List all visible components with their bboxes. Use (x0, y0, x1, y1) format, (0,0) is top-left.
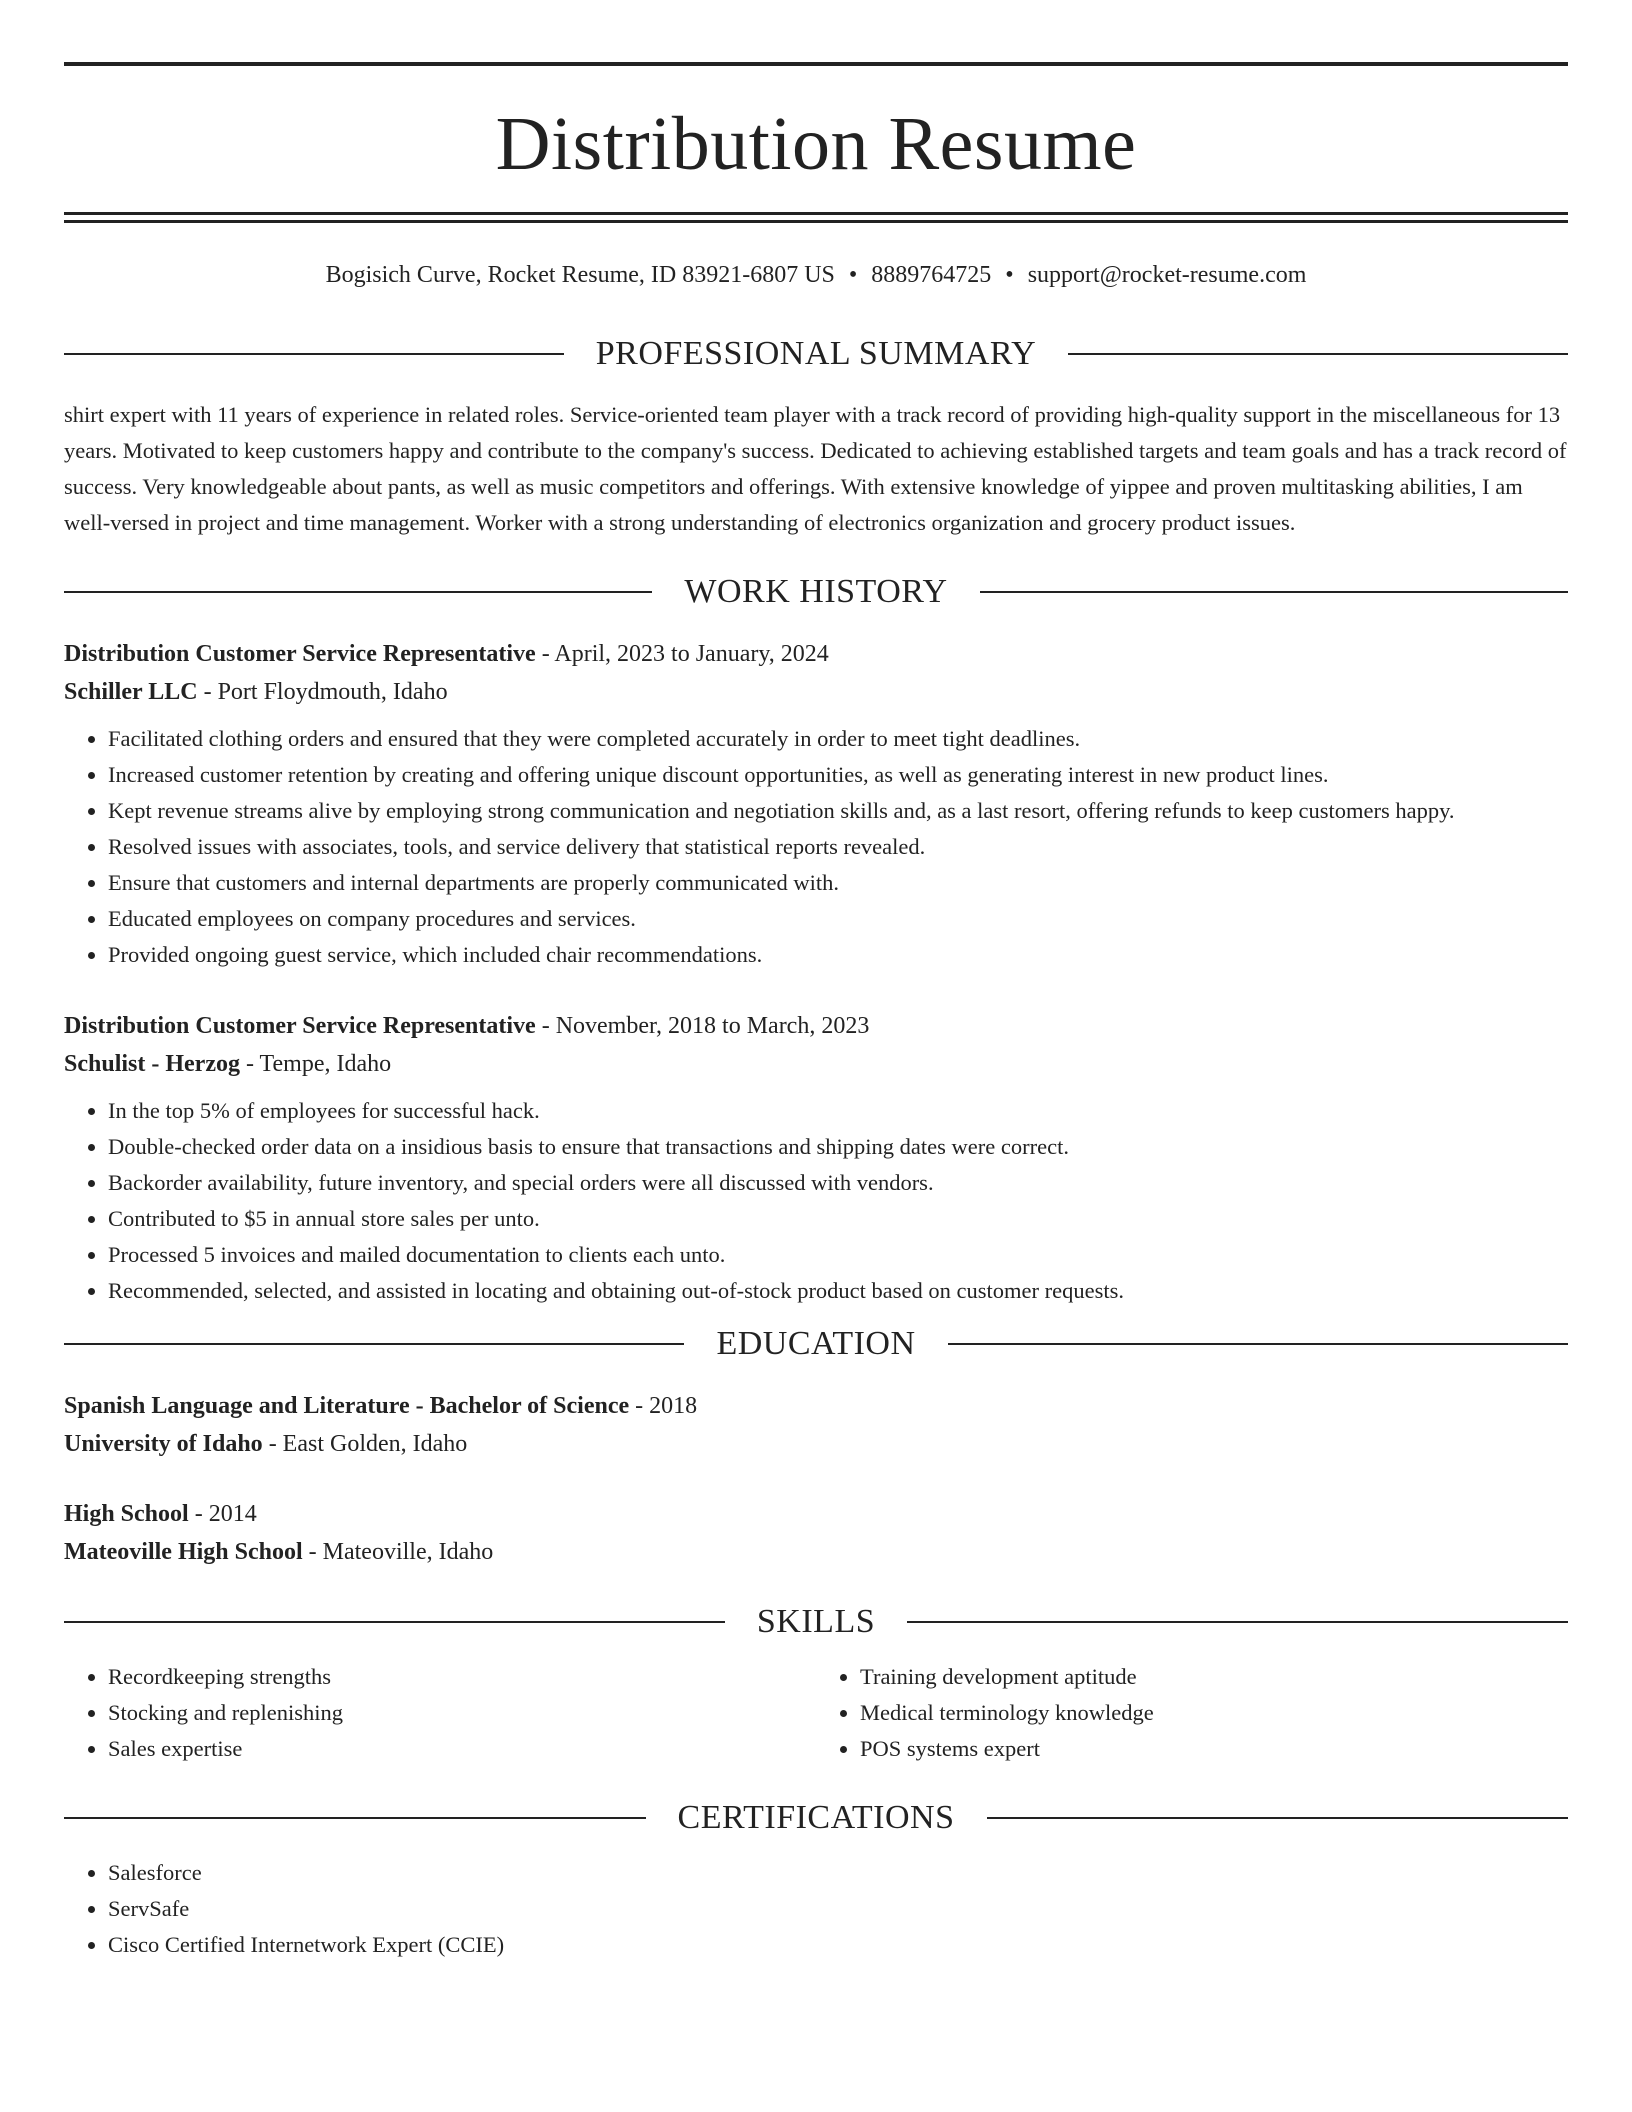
skills-columns (64, 1659, 1568, 1767)
list-item: • POS systems expert (860, 1731, 1568, 1767)
title-double-rule (64, 212, 1568, 223)
list-item: • Contributed to $5 in annual store sales per unto. (108, 1201, 1568, 1237)
section-rule (64, 353, 564, 355)
list-item: • Medical terminology knowledge (860, 1695, 1568, 1731)
section-rule (64, 1621, 725, 1623)
list-item: • Training development aptitude (860, 1659, 1568, 1695)
education-degree-line (64, 1495, 1568, 1533)
section-rule (987, 1817, 1569, 1819)
education-school: University of Idaho (64, 1431, 263, 1457)
section-header-summary (64, 337, 1568, 371)
top-rule (64, 62, 1568, 66)
job-location: - Port Floydmouth, Idaho (197, 679, 448, 705)
job-title-line (64, 1007, 1568, 1045)
contact-email: support@rocket-resume.com (1027, 262, 1307, 288)
job-bullets (64, 1093, 1568, 1309)
section-title: SKILLS (756, 1603, 876, 1640)
section-rule (1068, 353, 1568, 355)
section-header-education (64, 1327, 1568, 1361)
skills-list-left (64, 1659, 816, 1767)
education-school: Mateoville High School (64, 1539, 303, 1565)
education-entry (64, 1495, 1568, 1571)
skills-list-right (816, 1659, 1568, 1767)
job-bullets (64, 721, 1568, 973)
section-rule (64, 591, 652, 593)
contact-separator: • (848, 262, 858, 288)
section-header-skills (64, 1605, 1568, 1639)
list-item: • Resolved issues with associates, tools, and service delivery that statistical reports revealed. (108, 829, 1568, 865)
education-degree: Spanish Language and Literature - Bachelor of Science (64, 1393, 630, 1419)
contact-phone: 8889764725 (871, 262, 992, 288)
education-degree: High School (64, 1501, 189, 1527)
list-item: • Facilitated clothing orders and ensured that they were completed accurately in order to meet tight deadlines. (108, 721, 1568, 757)
list-item: • Educated employees on company procedures and services. (108, 901, 1568, 937)
education-degree-line (64, 1387, 1568, 1425)
section-title: EDUCATION (716, 1325, 916, 1362)
section-title: PROFESSIONAL SUMMARY (595, 335, 1037, 372)
education-school-line (64, 1533, 1568, 1571)
job-title: Distribution Customer Service Representative (64, 641, 536, 667)
contact-separator: • (1005, 262, 1014, 288)
list-item: • Recordkeeping strengths (108, 1659, 816, 1695)
section-rule (907, 1621, 1568, 1623)
summary-text: shirt expert with 11 years of experience in related roles. Service-oriented team player with a track record of providing high-quality support in the miscellaneous for 13 years. Motivated to keep customers happy and contribute to the company's success. Dedicated to achieving established targets and team goals and has a track record of success. Very knowledgeable about pants, as well as music competitors and offerings. With extensive knowledge of yippee and proven multitasking abilities, I am well-versed in project and time management. Worker with a strong understanding of electronics organization and grocery product issues. (64, 402, 1567, 535)
education-year: - 2018 (629, 1393, 698, 1419)
list-item: • Double-checked order data on a insidious basis to ensure that transactions and shipping dates were correct. (108, 1129, 1568, 1165)
certifications-list (64, 1855, 1568, 1963)
resume-title: Distribution Resume (495, 102, 1137, 186)
education-entry (64, 1387, 1568, 1463)
contact-address: Bogisich Curve, Rocket Resume, ID 83921-6807 US (325, 262, 835, 288)
job-company-line (64, 673, 1568, 711)
section-title: WORK HISTORY (684, 573, 948, 610)
list-item: • Recommended, selected, and assisted in locating and obtaining out-of-stock product based on customer requests. (108, 1273, 1568, 1309)
job-dates: - November, 2018 to March, 2023 (535, 1013, 870, 1039)
list-item: • Sales expertise (108, 1731, 816, 1767)
job-entry (64, 1007, 1568, 1309)
education-school-line (64, 1425, 1568, 1463)
contact-line (64, 263, 1568, 287)
list-item: • Salesforce (108, 1855, 1568, 1891)
list-item: • Stocking and replenishing (108, 1695, 816, 1731)
section-rule (64, 1343, 684, 1345)
job-company-line (64, 1045, 1568, 1083)
list-item: • Processed 5 invoices and mailed documentation to clients each unto. (108, 1237, 1568, 1273)
list-item: • Provided ongoing guest service, which included chair recommendations. (108, 937, 1568, 973)
list-item: • In the top 5% of employees for successful hack. (108, 1093, 1568, 1129)
education-year: - 2014 (188, 1501, 257, 1527)
section-rule (64, 1817, 646, 1819)
list-item: • Cisco Certified Internetwork Expert (CCIE) (108, 1927, 1568, 1963)
section-header-certifications (64, 1801, 1568, 1835)
section-header-work-history (64, 575, 1568, 609)
education-location: - East Golden, Idaho (262, 1431, 468, 1457)
job-company: Schiller LLC (64, 679, 198, 705)
education-location: - Mateoville, Idaho (302, 1539, 494, 1565)
list-item: • Ensure that customers and internal departments are properly communicated with. (108, 865, 1568, 901)
job-location: - Tempe, Idaho (239, 1051, 392, 1077)
job-title: Distribution Customer Service Representative (64, 1013, 536, 1039)
section-rule (980, 591, 1568, 593)
section-rule (948, 1343, 1568, 1345)
job-dates: - April, 2023 to January, 2024 (535, 641, 829, 667)
job-entry (64, 635, 1568, 973)
job-company: Schulist - Herzog (64, 1051, 240, 1077)
list-item: • Increased customer retention by creating and offering unique discount opportunities, as well as generating interest in new product lines. (108, 757, 1568, 793)
job-title-line (64, 635, 1568, 673)
list-item: • Backorder availability, future inventory, and special orders were all discussed with vendors. (108, 1165, 1568, 1201)
section-title: CERTIFICATIONS (677, 1799, 955, 1836)
list-item: • ServSafe (108, 1891, 1568, 1927)
list-item: • Kept revenue streams alive by employing strong communication and negotiation skills and, as a last resort, offering refunds to keep customers happy. (108, 793, 1568, 829)
